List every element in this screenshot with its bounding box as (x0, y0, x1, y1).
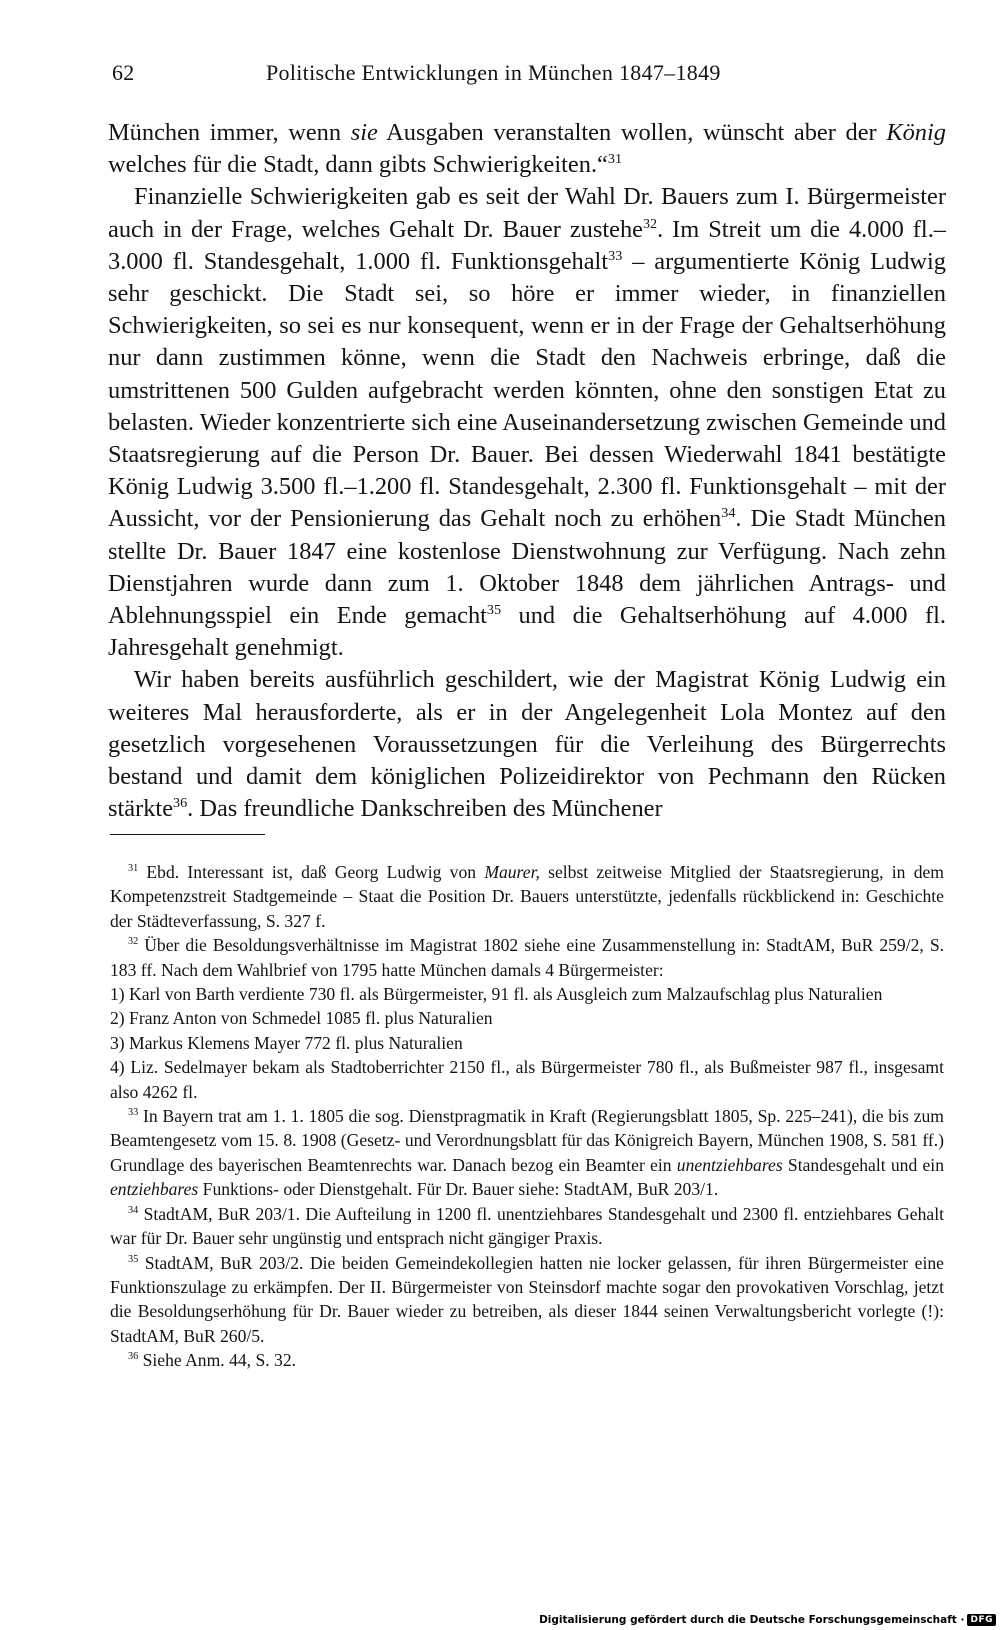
italic-text: König (886, 119, 946, 146)
text-run: StadtAM, BuR 203/2. Die beiden Gemeindekollegien hatten nie locker gelassen, für ihren Bürgermeister eine Funktionszulage zu erkämpfen. Der II. Bürgermeister von Steinsdorf machte sogar den provokativen Vorschlag, jetzt die Besoldungserhöhung für Dr. Bauer wieder zu betreiben, als dieser 1844 seinen Verwaltungsbericht vorlegte (!): StadtAM, BuR 260/5. (110, 1252, 944, 1346)
text-run: Standesgehalt und ein (782, 1154, 944, 1175)
footnote-ref-34: 34 (721, 505, 736, 522)
footnote-ref-32: 32 (642, 215, 658, 232)
text-run: selbst zeitweise Mitglied der Staatsregierung, in dem Kompetenzstreit Stadtgemeinde – Staat die Position Dr. Bauers unterstützte, jedenfalls rückblickend in: Geschichte der Städteverfassung, S. 327 f. (110, 862, 944, 931)
footnote-ref-36: 36 (173, 795, 188, 812)
text-run: . Im Streit um die 4.000 fl.–3.000 fl. Standesgehalt, 1.000 fl. Funktionsgehalt (108, 215, 946, 275)
footnote-number: 33 (128, 1107, 139, 1119)
text-run: Ausgaben veranstalten wollen, wünscht aber der (377, 119, 887, 146)
text-run: StadtAM, BuR 203/1. Die Aufteilung in 1200 fl. unentziehbares Standesgehalt und 2300 fl. entziehbares Gehalt war für Dr. Bauer sehr ungünstig und entsprach nicht gängiger Praxis. (110, 1203, 944, 1249)
footnotes (110, 860, 944, 1373)
footnote-32-item-3: 3) Markus Klemens Mayer 772 fl. plus Naturalien (110, 1032, 463, 1053)
paragraph-2 (108, 181, 946, 664)
footnote-35 (110, 1251, 944, 1349)
text-run: In Bayern trat am 1. 1. 1805 die sog. Dienstpragmatik in Kraft (Regierungsblatt 1805, Sp. 225–241), die bis zum Beamtengesetz vom 15. 8. 1908 (Gesetz- und Verordnungsblatt für das Königreich Bayern, München 1908, S. 581 ff.) Grundlage des bayerischen Beamtenrechts war. Danach bezog ein Beamter ein (110, 1106, 944, 1175)
footnote-divider (110, 834, 265, 835)
footnote-36 (110, 1348, 944, 1372)
italic-text: entziehbares (110, 1179, 199, 1200)
footnote-number: 35 (128, 1253, 139, 1265)
italic-text: Maurer, (484, 862, 540, 882)
footnote-32-item-4: 4) Liz. Sedelmayer bekam als Stadtoberrichter 2150 fl., als Bürgermeister 780 fl., als Bußmeister 987 fl., insgesamt also 4262 fl. (110, 1057, 944, 1102)
footnote-32-item-2: 2) Franz Anton von Schmedel 1085 fl. plus Naturalien (110, 1008, 493, 1029)
footnote-32 (110, 933, 944, 982)
footnote-32-item-1: 1) Karl von Barth verdiente 730 fl. als Bürgermeister, 91 fl. als Ausgleich zum Malzaufschlag plus Naturalien (110, 984, 883, 1005)
page-number: 62 (112, 60, 135, 85)
text-run: welches für die Stadt, dann gibts Schwierigkeiten.“ (108, 151, 608, 179)
text-run: Wir haben bereits ausführlich geschildert, wie der Magistrat König Ludwig ein weiteres Mal herausforderte, als er in der Angelegenheit Lola Montez auf den gesetzlich vorgesehenen Voraussetzungen für die Verleihung des Bürgerrechts bestand und damit dem königlichen Polizeidirektor von Pechmann den Rücken stärkte (108, 666, 946, 823)
text-run: Finanzielle Schwierigkeiten gab es seit der Wahl Dr. Bauers zum I. Bürgermeister auch in der Frage, welches Gehalt Dr. Bauer zustehe (108, 183, 946, 243)
footnote-31 (110, 860, 944, 933)
digitization-credit (539, 1613, 996, 1627)
footnote-number: 32 (128, 936, 139, 948)
text-run: . Das freundliche Dankschreiben des Münchener (187, 795, 663, 823)
italic-text: sie (350, 119, 378, 146)
footnote-34 (110, 1202, 944, 1251)
text-run: und die Gehaltserhöhung auf 4.000 fl. Jahresgehalt genehmigt. (108, 602, 946, 662)
footnote-ref-33: 33 (608, 247, 623, 264)
dfg-logo: DFG (967, 1614, 996, 1626)
footnote-ref-35: 35 (486, 601, 502, 618)
text-run: – argumentierte König Ludwig sehr geschickt. Die Stadt sei, so höre er immer wieder, in finanziellen Schwierigkeiten, so sei es nur konsequent, wenn er in der Frage der Gehaltserhöhung nur dann zustimmen könne, wenn die Stadt den Nachweis erbringe, daß die umstrittenen 500 Gulden aufgebracht werden könnten, ohne den sonstigen Etat zu belasten. Wieder konzentrierte sich eine Auseinandersetzung zwischen Gemeinde und Staatsregierung auf die Person Dr. Bauer. Bei dessen Wiederwahl 1841 bestätigte König Ludwig 3.500 fl.–1.200 fl. Standesgehalt, 2.300 fl. Funktionsgehalt – mit der Aussicht, vor der Pensionierung das Gehalt noch zu erhöhen (108, 247, 946, 533)
main-text (108, 117, 946, 825)
footnote-ref-31: 31 (607, 151, 623, 168)
running-title: Politische Entwicklungen in München 1847–1849 (266, 60, 721, 85)
footnote-number: 34 (128, 1204, 139, 1216)
running-header (110, 60, 945, 94)
footnote-33 (110, 1104, 944, 1202)
text-run: Ebd. Interessant ist, daß Georg Ludwig von (138, 862, 485, 882)
paragraph-3 (108, 664, 946, 825)
text-run: . Die Stadt München stellte Dr. Bauer 1847 eine kostenlose Dienstwohnung zur Verfügung. Nach zehn Dienstjahren wurde dann zum 1. Oktober 1848 dem jährlichen Antrags- und Ablehnungsspiel ein Ende gemacht (108, 505, 946, 630)
digitization-note: Digitalisierung gefördert durch die Deutsche Forschungsgemeinschaft · (539, 1614, 965, 1626)
text-run: Funktions- oder Dienstgehalt. Für Dr. Bauer siehe: StadtAM, BuR 203/1. (198, 1179, 719, 1200)
text-run: Über die Besoldungsverhältnisse im Magistrat 1802 siehe eine Zusammenstellung in: StadtAM, BuR 259/2, S. 183 ff. Nach dem Wahlbrief von 1795 hatte München damals 4 Bürgermeister: (110, 935, 944, 980)
footnote-number: 36 (128, 1351, 139, 1363)
text-run: Siehe Anm. 44, S. 32. (138, 1350, 297, 1371)
footnote-number: 31 (128, 863, 139, 875)
italic-text: unentziehbares (676, 1154, 783, 1175)
text-run: München immer, wenn (108, 119, 351, 146)
paragraph-1 (108, 117, 946, 181)
